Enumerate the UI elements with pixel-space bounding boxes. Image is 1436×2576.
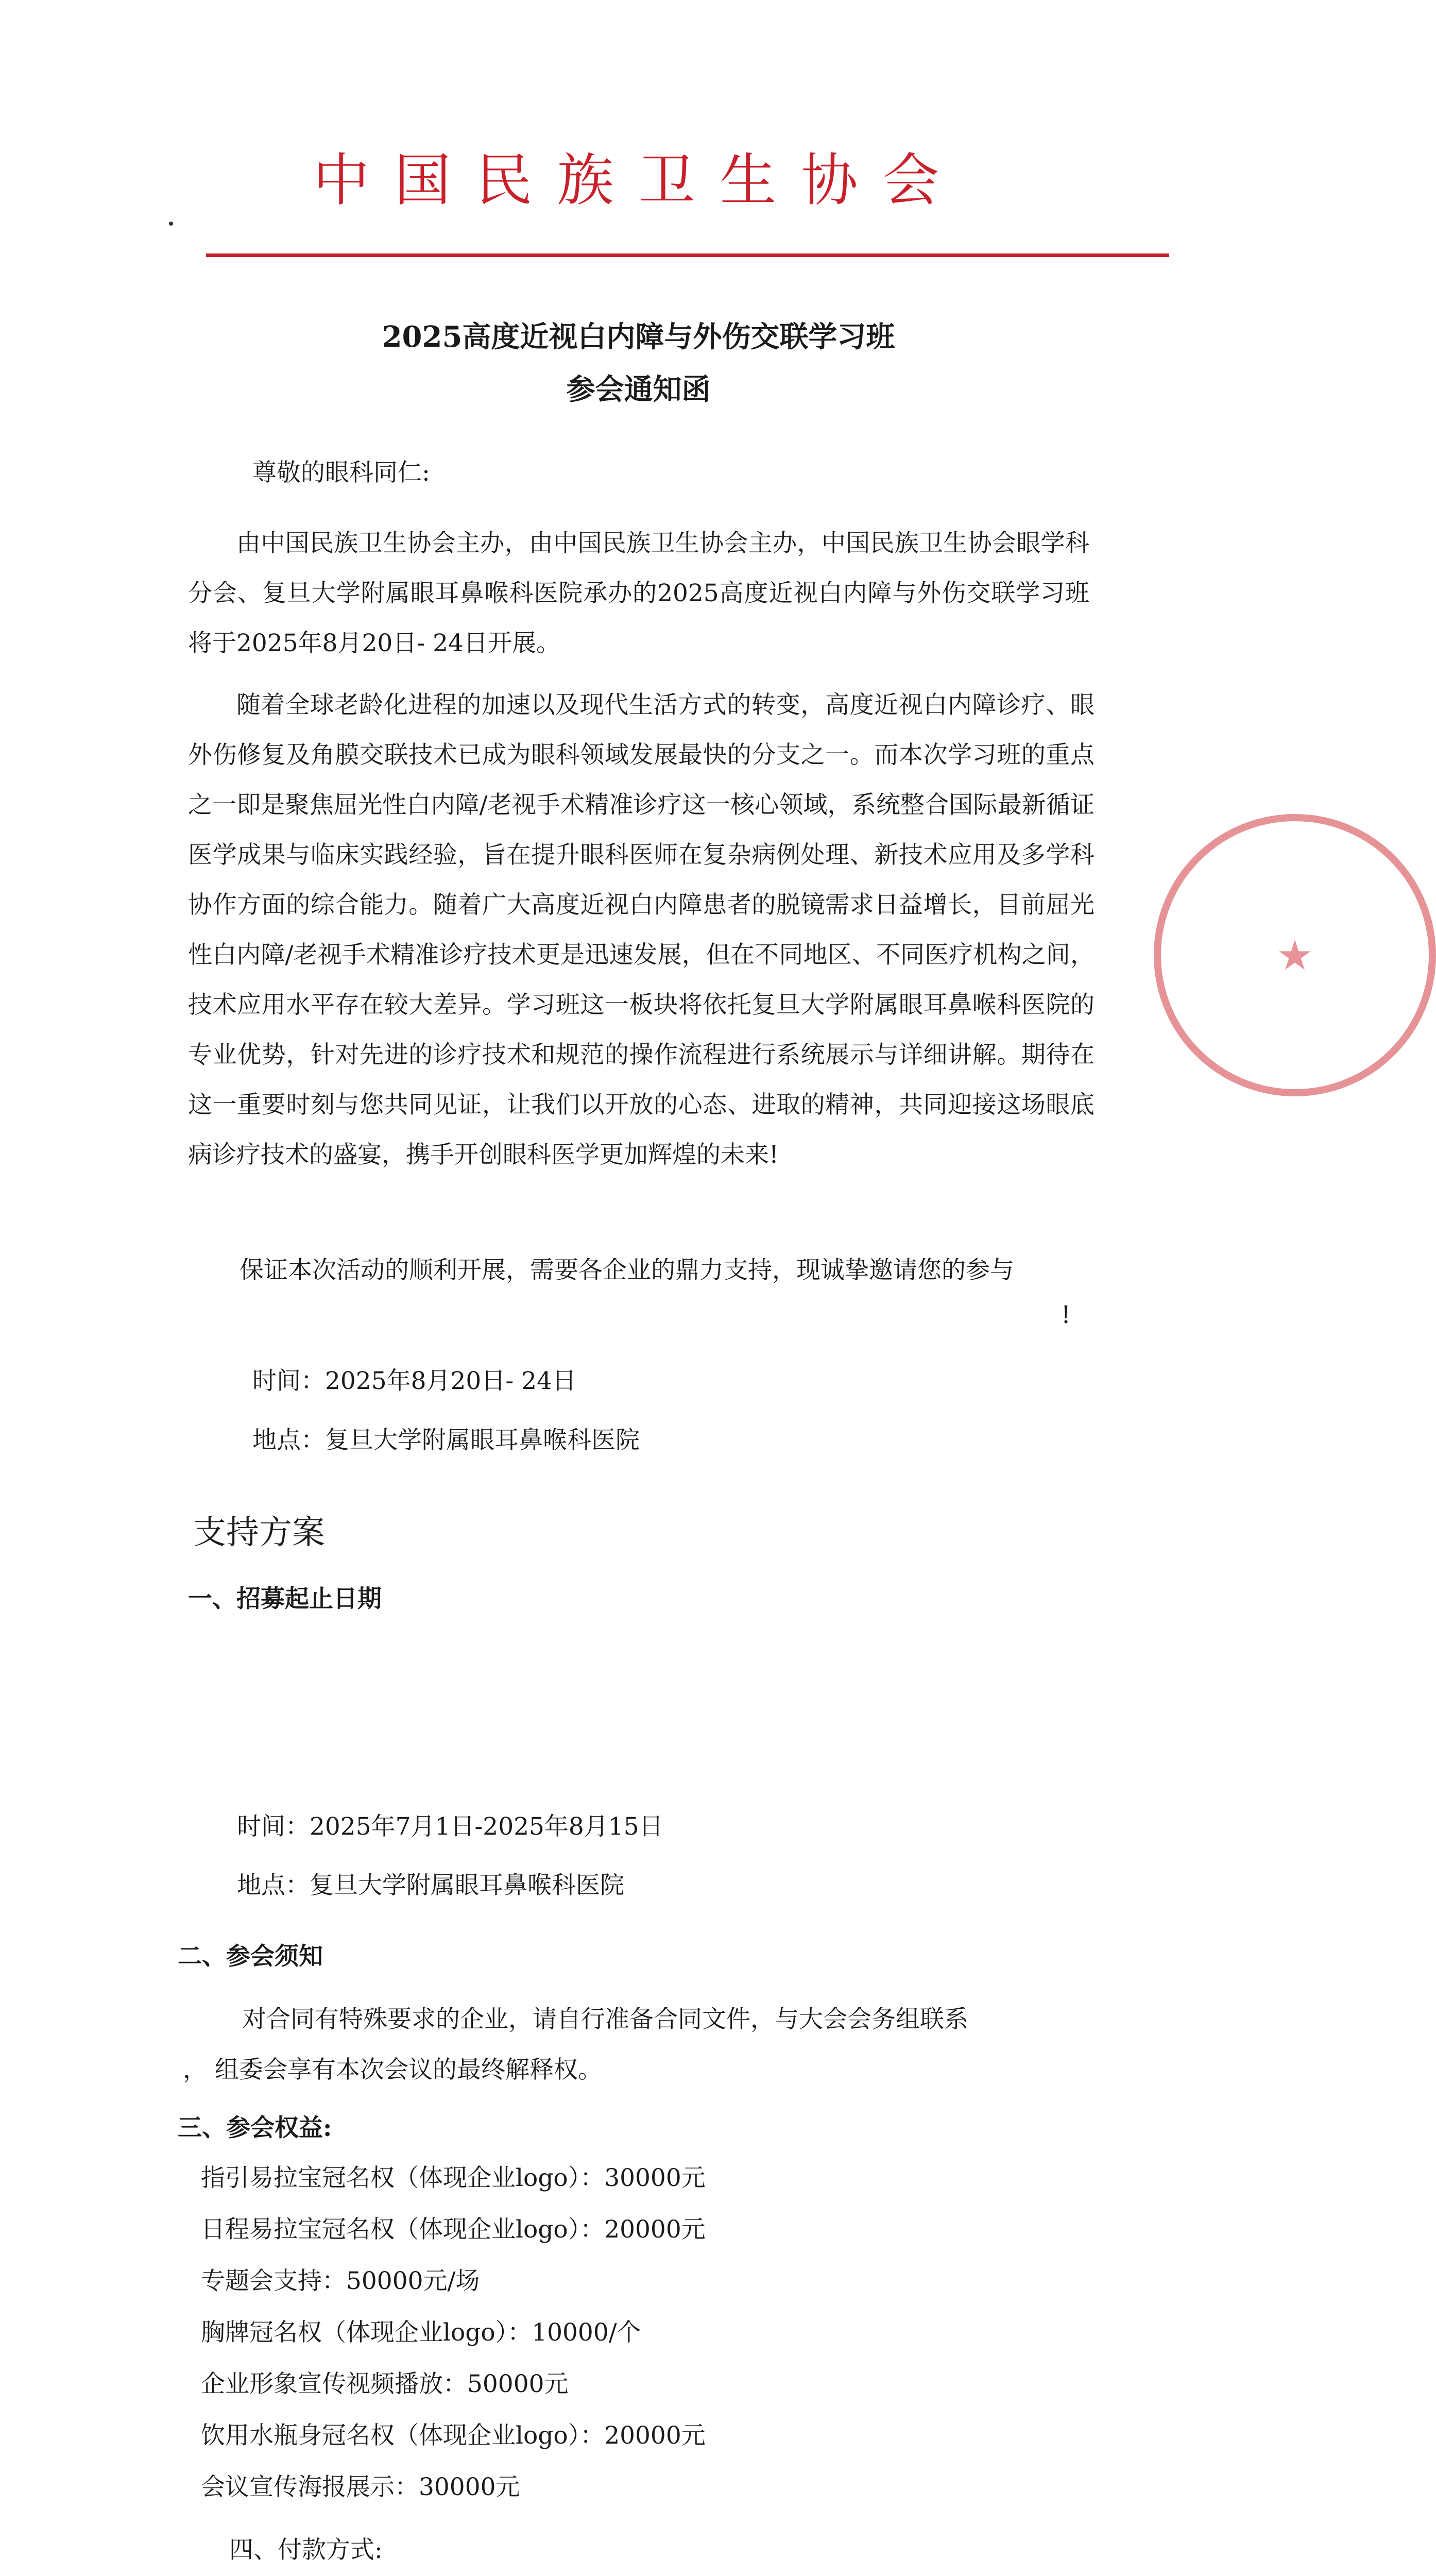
section-2-heading: 二、参会须知 (178, 1942, 323, 1971)
document-title: 2025高度近视白内障与外伤交联学习班 (382, 320, 895, 354)
benefit-item: 企业形象宣传视频播放：50000元 (201, 2370, 569, 2398)
plan-heading: 支持方案 (193, 1514, 325, 1552)
event-place: 地点：复旦大学附属眼耳鼻喉科医院 (252, 1426, 640, 1454)
notice-line-2: ， 组委会享有本次会议的最终解释权。 (183, 2056, 602, 2084)
support-invitation-end: ! (1061, 1301, 1071, 1329)
benefit-item: 会议宣传海报展示：30000元 (201, 2473, 520, 2501)
support-invitation: 保证本次活动的顺利开展，需要各企业的鼎力支持，现诚挚邀请您的参与 (240, 1256, 1014, 1284)
notice-line-1: 对合同有特殊要求的企业，请自行准备合同文件，与大会会务组联系 (242, 2005, 968, 2033)
benefit-item: 胸牌冠名权（体现企业logo）：10000/个 (201, 2318, 641, 2347)
benefit-item: 指引易拉宝冠名权（体现企业logo）：30000元 (201, 2164, 706, 2192)
recruit-time: 时间：2025年7月1日-2025年8月15日 (237, 1812, 663, 1841)
recruit-place: 地点：复旦大学附属眼耳鼻喉科医院 (237, 1871, 624, 1900)
benefit-item: 饮用水瓶身冠名权（体现企业logo）：20000元 (201, 2421, 706, 2450)
benefit-item: 专题会支持：50000元/场 (201, 2267, 480, 2295)
benefit-item: 日程易拉宝冠名权（体现企业logo）：20000元 (201, 2215, 706, 2244)
letterhead-org-name: 中国民族卫生协会 (313, 147, 964, 213)
intro-paragraph: 由中国民族卫生协会主办，由中国民族卫生协会主办，中国民族卫生协会眼学科分会、复旦大学附属眼耳鼻喉科医院承办的2025高度近视白内障与外伤交联学习班将于2025年8月20日- 24日开展。 (188, 529, 1089, 657)
letterhead-rule (206, 253, 1169, 257)
section-4-heading: 四、付款方式: (229, 2536, 383, 2564)
greeting: 尊敬的眼科同仁: (252, 459, 430, 487)
body-paragraph: 随着全球老龄化进程的加速以及现代生活方式的转变，高度近视白内障诊疗、眼外伤修复及角膜交联技术已成为眼科领域发展最快的分支之一。而本次学习班的重点之一即是聚焦屈光性白内障/老视手术精准诊疗这一核心领域，系统整合国际最新循证医学成果与临床实践经验，旨在提升眼科医师在复杂病例处理、新技术应用及多学科协作方面的综合能力。随着广大高度近视白内障患者的脱镜需求日益增长，目前屈光性白内障/老视手术精准诊疗技术更是迅速发展，但在不同地区、不同医疗机构之间，技术应用水平存在较大差异。学习班这一板块将依托复旦大学附属眼耳鼻喉科医院的专业优势，针对先进的诊疗技术和规范的操作流程进行系统展示与详细讲解。期待在这一重要时刻与您共同见证，让我们以开放的心态、进取的精神，共同迎接这场眼底病诊疗技术的盛宴，携手开创眼科医学更加辉煌的未来! (188, 691, 1095, 1169)
document-subtitle: 参会通知函 (566, 372, 711, 406)
section-1-heading: 一、招募起止日期 (188, 1585, 382, 1613)
event-time: 时间：2025年8月20日- 24日 (252, 1367, 576, 1395)
scan-speck (169, 222, 173, 226)
section-3-heading: 三、参会权益: (178, 2114, 332, 2142)
seal-stamp-upper: ★ (1154, 814, 1436, 1096)
